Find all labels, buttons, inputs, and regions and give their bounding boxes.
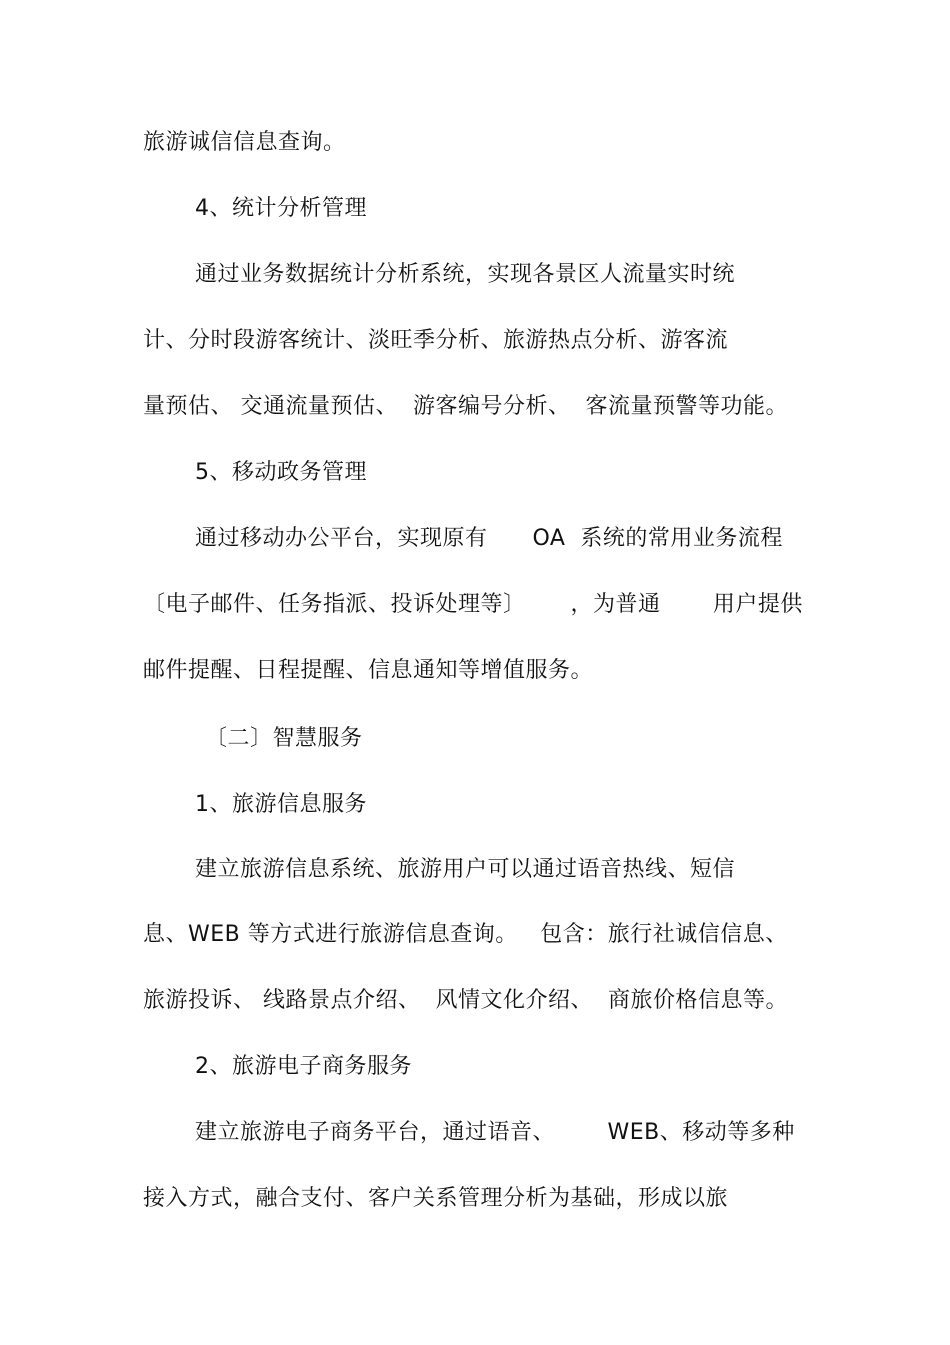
- section-heading: 2、旅游电子商务服务: [195, 1054, 412, 1079]
- paragraph-line: 建立旅游信息系统、旅游用户可以通过语音热线、短信: [195, 857, 736, 882]
- paragraph-line: 旅游诚信信息查询。: [143, 130, 346, 155]
- paragraph-line: 计、分时段游客统计、淡旺季分析、旅游热点分析、游客流: [143, 328, 729, 353]
- paragraph-line: 息、WEB 等方式进行旅游信息查询。 包含：旅行社诚信信息、: [143, 922, 788, 947]
- section-heading: 4、统计分析管理: [195, 196, 367, 221]
- paragraph-line: 量预估、 交通流量预估、 游客编号分析、 客流量预警等功能。: [143, 394, 788, 419]
- paragraph-line: 通过移动办公平台，实现原有 OA 系统的常用业务流程: [195, 526, 783, 551]
- paragraph-line: 接入方式，融合支付、客户关系管理分析为基础，形成以旅: [143, 1186, 729, 1211]
- paragraph-line: 邮件提醒、日程提醒、信息通知等增值服务。: [143, 658, 594, 683]
- paragraph-line: 建立旅游电子商务平台，通过语音、 WEB、移动等多种: [195, 1120, 795, 1145]
- section-heading: 5、移动政务管理: [195, 460, 367, 485]
- paragraph-line: 〔电子邮件、任务指派、投诉处理等〕 ，为普通 用户提供: [143, 592, 803, 617]
- section-heading: 1、旅游信息服务: [195, 792, 367, 817]
- paragraph-line: 通过业务数据统计分析系统，实现各景区人流量实时统: [195, 262, 736, 287]
- paragraph-line: 旅游投诉、 线路景点介绍、 风情文化介绍、 商旅价格信息等。: [143, 988, 788, 1013]
- chapter-heading: 〔二〕智慧服务: [205, 726, 363, 751]
